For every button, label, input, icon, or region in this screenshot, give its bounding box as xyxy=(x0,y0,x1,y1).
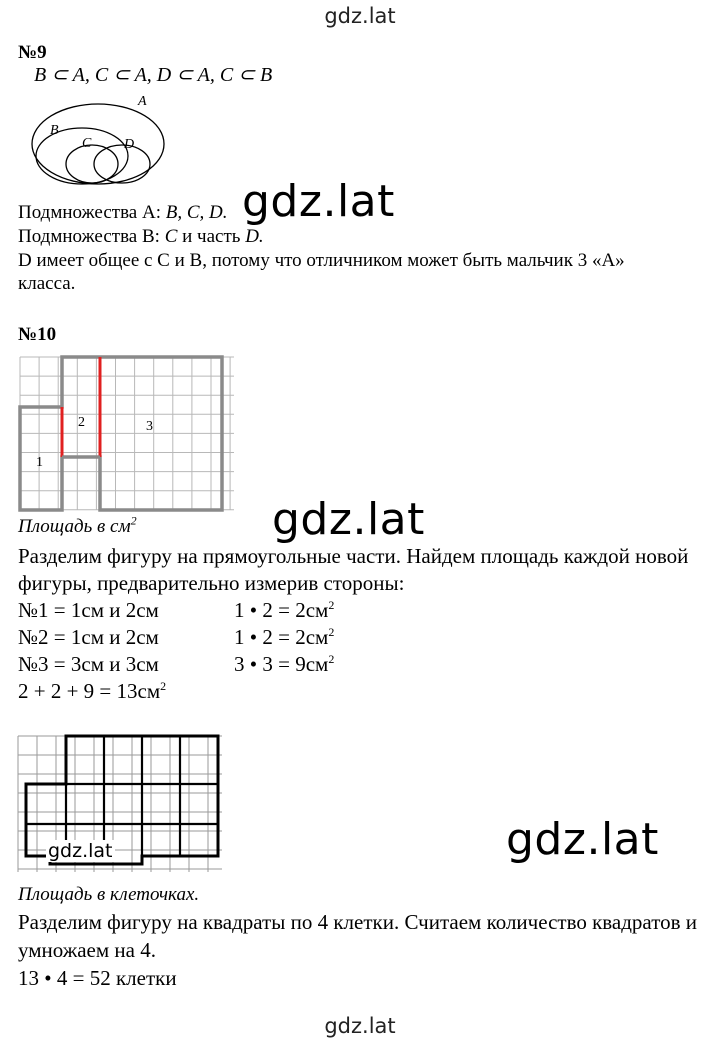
part-1-area xyxy=(234,598,334,623)
part-1-sides: №1 = 1см и 2см xyxy=(18,598,159,622)
task10-number: №10 xyxy=(18,324,57,345)
venn-set-c xyxy=(66,145,118,183)
cells-result: 13 • 4 = 52 клетки xyxy=(18,966,177,990)
watermark-small: gdz.lat xyxy=(48,840,113,862)
area-unit-text: Площадь в см xyxy=(18,516,131,537)
task9-relations: B ⊂ A, C ⊂ A, D ⊂ A, C ⊂ B xyxy=(34,64,273,86)
area-unit-sup: 2 xyxy=(130,513,137,528)
part-3-area xyxy=(234,652,334,677)
part-1-area-value: 1 • 2 = 2см xyxy=(234,598,329,622)
site-header: gdz.lat xyxy=(324,4,396,28)
total-area-sup: 2 xyxy=(160,679,167,693)
total-area-value: 2 + 2 + 9 = 13см xyxy=(18,679,161,703)
venn-set-a xyxy=(32,104,164,184)
part-1-area-sup: 2 xyxy=(328,598,335,612)
cells-text-line2: умножаем на 4. xyxy=(18,938,156,962)
venn-label-a: A xyxy=(138,94,147,109)
subsets-b-prefix: Подмножества В: xyxy=(18,226,165,247)
part-2-area-sup: 2 xyxy=(328,625,335,639)
task9-subsets-a xyxy=(18,202,227,224)
area-unit-label xyxy=(18,513,137,538)
venn-label-b: B xyxy=(50,123,59,138)
task9-subsets-b xyxy=(18,226,264,248)
task9-explanation-line1: D имеет общее с C и B, потому что отличником может быть мальчик 3 «А» xyxy=(18,250,625,271)
subsets-a-prefix: Подмножества А: xyxy=(18,202,166,223)
part-2-sides: №2 = 1см и 2см xyxy=(18,625,159,649)
venn-diagram xyxy=(28,90,168,190)
task10-intro-line1: Разделим фигуру на прямоугольные части. Найдем площадь каждой новой xyxy=(18,544,689,568)
part-3-area-sup: 2 xyxy=(328,652,335,666)
venn-set-d xyxy=(94,145,150,183)
subsets-b-d: D. xyxy=(245,226,264,247)
venn-label-c: C xyxy=(82,136,92,151)
watermark-2: gdz.lat xyxy=(272,494,425,545)
watermark-1: gdz.lat xyxy=(242,176,395,227)
part-2-area-value: 1 • 2 = 2см xyxy=(234,625,329,649)
watermark-3: gdz.lat xyxy=(506,814,659,865)
site-footer: gdz.lat xyxy=(324,1014,396,1038)
task9-number: №9 xyxy=(18,42,47,63)
task10-intro-line2: фигуры, предварительно измерив стороны: xyxy=(18,571,405,595)
total-area xyxy=(18,679,166,704)
cells-title: Площадь в клеточках. xyxy=(18,884,200,905)
cells-text-line1: Разделим фигуру на квадраты по 4 клетки. Считаем количество квадратов и xyxy=(18,910,698,934)
subsets-b-c: C xyxy=(164,226,178,247)
figure-grid-cm xyxy=(16,346,238,518)
subsets-a-value: B, C, D. xyxy=(165,202,228,223)
part-label-2: 2 xyxy=(78,415,85,430)
part-3-area-value: 3 • 3 = 9см xyxy=(234,652,329,676)
part-2-area xyxy=(234,625,334,650)
part-label-3: 3 xyxy=(146,419,153,434)
task9-explanation-line2: класса. xyxy=(18,273,76,294)
subsets-b-mid: и часть xyxy=(177,226,246,247)
part-3-sides: №3 = 3см и 3см xyxy=(18,652,159,676)
part-label-1: 1 xyxy=(36,455,43,470)
venn-label-d: D xyxy=(124,137,135,152)
